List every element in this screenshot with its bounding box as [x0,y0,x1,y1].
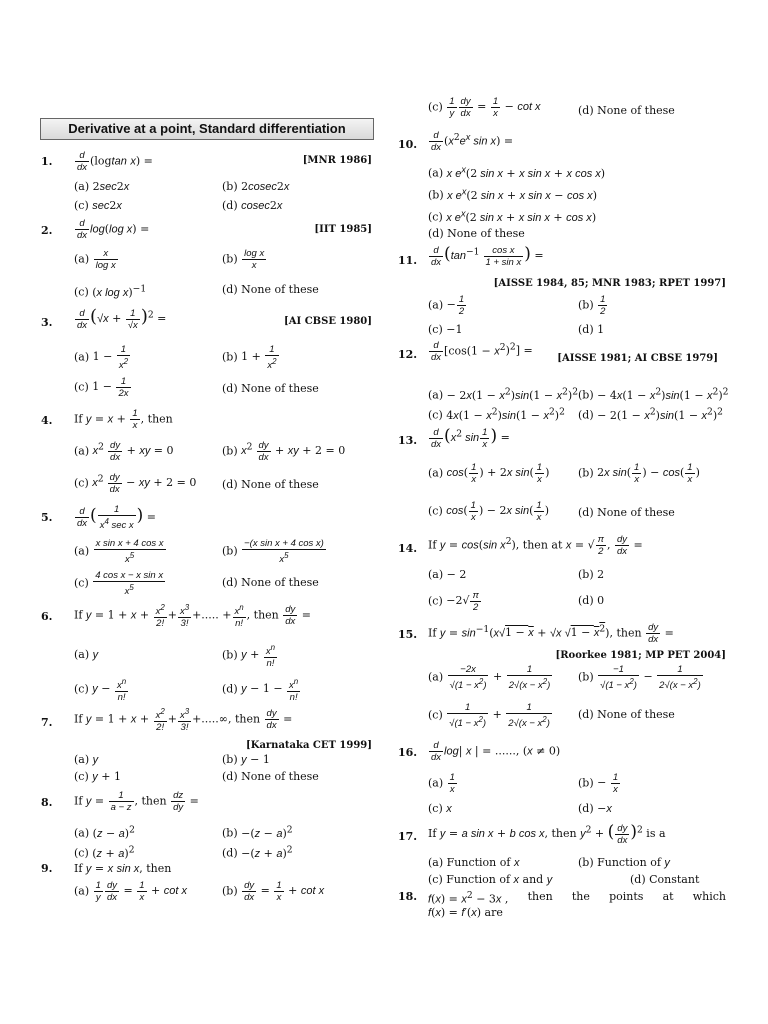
option-a: (a) y [74,648,99,661]
question-number: 5. [41,511,53,524]
option-b: (b) $\frac{-1}{√(1 - x^2)}$ − $\frac{1}{2√(x - x^2)}$ [578,664,701,692]
option-a: (a) $\frac{1}{x}$ [428,772,455,795]
section-title: Derivative at a point, Standard differentiation [40,118,374,140]
option-b: (b) $\frac{\text{log x}}{x}$ [222,248,265,271]
option-d: (d) cosec2x [222,199,283,212]
option-a: (a) $\frac{-2x}{√(1 - x^2)}$ + $\frac{1}{2√(x - x^2)}$ [428,664,551,692]
option-b: (b) $\frac{1}{2}$ [578,294,606,317]
option-b: (b) 1 + $\frac{1}{x^2}$ [222,344,277,372]
question-number: 1. [41,155,53,168]
option-c: (c) −1 [428,323,463,336]
question-stem-line-2: f(x) = f′(x) are [428,906,503,919]
option-a: (a) − $\frac{1}{2}$ [428,294,465,317]
option-a: (a) $x^2$ $\frac{dy}{dx}$ + xy = 0 [74,440,174,463]
question-source: [AISSE 1981; AI CBSE 1979] [557,353,718,364]
question-number: 3. [41,316,53,329]
question-source: [Roorkee 1981; MP PET 2004] [555,650,726,661]
question-number: 13. [398,434,418,447]
question-number: 2. [41,224,53,237]
option-c: (c) $4x(1 - x^2)\sin(1 - x^2)^2$ [428,406,565,422]
question-number: 12. [398,348,418,361]
option-d: (d) Constant [630,873,700,886]
option-d: (d) 1 [578,323,605,336]
question-stem: $\frac{d}{dx}$ (logtan x) = [77,150,153,173]
question-stem: $\frac{d}{dx}$ ( $\frac{1}{x^4 \sec x}$ ) = [77,504,157,532]
question-number: 9. [41,862,53,875]
option-c: (c) cos( $\frac{1}{x}$ ) − 2x sin( $\frac{1}{x}$ ) [428,500,549,523]
option-d: (d) None of these [428,227,525,240]
option-d: (d) y − 1 − $\frac{x^n}{n!}$ [222,677,299,704]
question-source: [AISSE 1984, 85; MNR 1983; RPET 1997] [493,278,726,289]
question-stem: If y = cos(sin $x^2$), then at x = √ $\frac{\pi}{2}$ , $\frac{dy}{dx}$ = [428,534,643,557]
option-a: (a) $\frac{\text{x sin x + 4 cos x}}{x^5}$ [74,538,164,566]
option-c: (c) $\frac{1}{y}$ $\frac{dy}{dx}$ = $\frac{1}{x}$ − cot x [428,96,541,119]
option-b: (b) 2 [578,568,605,581]
question-stem: If y = x sin x, then [74,862,172,875]
question-stem: $\frac{d}{dx}$ ($x^2$ sin $\frac{1}{x}$ ) = [431,426,510,450]
question-stem: If y = a sin x + b cos x, then $y^2$ + ( $\frac{dy}{dx}$ )$^2$ is a [428,822,666,846]
option-a: (a) $\frac{1}{y}$ $\frac{dy}{dx}$ = $\frac{1}{x}$ + cot x [74,880,187,903]
option-b: (b) $\frac{\text{−(x sin x + 4 cos x)}}{x^5}$ [222,538,324,566]
option-c: (c) $(z + a)^2$ [74,844,135,860]
question-stem: If y = 1 + x + $\frac{x^2}{2!}$ + $\frac{x^3}{3!}$ +..... + $\frac{x^n}{n!}$ , then $\frac{dy}{dx}$ = [74,603,312,630]
question-stem: $\frac{d}{dx}$ (√x + $\frac{1}{√x}$ )$^2$ = [77,306,167,331]
option-c: (c) $x^2$ $\frac{dy}{dx}$ − xy + 2 = 0 [74,472,197,495]
option-c: (c) sec2x [74,199,122,212]
option-b: (b) 2x sin( $\frac{1}{x}$ ) − cos( $\frac{1}{x}$ ) [578,462,700,485]
option-d: (d) None of these [222,576,319,589]
question-source: [AI CBSE 1980] [284,316,372,327]
option-c: (c) x [428,802,452,815]
question-stem: If y = $\frac{1}{a - z}$ , then $\frac{dz}{dy}$ = [74,790,199,813]
option-b: (b) y − 1 [222,753,270,766]
question-number: 16. [398,746,418,759]
option-c: (c) y + 1 [74,770,121,783]
option-d: (d) 0 [578,594,605,607]
option-c: (c) 1 − $\frac{1}{2x}$ [74,376,129,399]
question-number: 7. [41,716,53,729]
question-stem: If y = x + $\frac{1}{x}$ , then [74,408,173,431]
option-b: (b) x $e^x(2$ sin x + x sin x − cos x) [428,186,597,202]
question-source: [Karnataka CET 1999] [246,740,372,751]
question-number: 15. [398,628,418,641]
option-b: $(b) -(z - a)^2$ [222,824,293,840]
option-c: (c) Function of x and y [428,873,553,886]
option-d: (d) None of these [222,770,319,783]
question-number: 4. [41,414,53,427]
question-number: 6. [41,610,53,623]
question-source: [IIT 1985] [314,224,372,235]
option-d: (d) None of these [578,506,675,519]
option-d: $(d) -(z + a)^2$ [222,844,293,860]
question-stem: $\frac{d}{dx}$ log| x | = ......, (x ≠ 0) [431,740,561,763]
option-d: (d) None of these [222,382,319,395]
question-number: 18. [398,890,418,903]
option-a: (a) − 2 [428,568,467,581]
option-a: (a) x $e^x(2$ sin x + x sin x + x cos x) [428,164,606,180]
question-stem: $\frac{d}{dx}$ log(log x) = [77,218,150,241]
question-stem: $\frac{d}{dx}$ ($x^2e^x$ sin x) = [431,130,514,153]
option-c: (c) y − $\frac{x^n}{n!}$ [74,677,127,704]
option-d: $(d) - 2(1 - x^2)\sin(1 - x^2)^2$ [578,406,723,422]
option-c: (c) (x log x)$^{-1}$ [74,283,147,299]
option-c: (c) x $e^x(2$ sin x + x sin x + cos x) [428,208,597,224]
option-d: (d) −x [578,802,612,815]
option-d: (d) None of these [222,478,319,491]
question-stem: $f(x) = x^2 - 3x$ , then the points at which [428,890,726,906]
option-d: (d) None of these [578,104,675,117]
option-b: (b) − $\frac{1}{x}$ [578,772,619,795]
question-stem: $\frac{d}{dx}$ ($\tan^{-1}$ $\frac{\text{cos x}}{\text{1 + sin x}}$ ) = [431,244,544,268]
question-stem: $\frac{d}{dx}$ $[\cos(1 - x^2)^2]$ = [431,340,533,363]
option-a: (a) Function of x [428,856,520,869]
option-c: (c) −2√ $\frac{\pi}{2}$ [428,590,479,613]
option-a: (a) 1 − $\frac{1}{x^2}$ [74,344,129,372]
option-a: $(a) - 2x(1 - x^2)\sin(1 - x^2)^2$ [428,386,579,402]
option-c: (c) $\frac{1}{√(1 - x^2)}$ + $\frac{1}{2√(x - x^2)}$ [428,702,550,730]
option-b: (b) Function of y [578,856,670,869]
question-stem: If $y = \sin^{-1}(x√1 - x + √x$ $√1 - x^2$), then $\frac{dy}{dx}$ = [428,622,674,645]
option-b: (b) $x^2$ $\frac{dy}{dx}$ + xy + 2 = 0 [222,440,346,463]
option-b: $(b) - 4x(1 - x^2)\sin(1 - x^2)^2$ [578,386,729,402]
option-b: (b) y + $\frac{x^n}{n!}$ [222,643,275,670]
option-d: (d) None of these [222,283,319,296]
option-a: (a) 2sec2x [74,180,130,193]
question-number: 11. [398,254,418,267]
option-a: (a) $(z - a)^2$ [74,824,135,840]
option-b: (b) $\frac{dy}{dx}$ = $\frac{1}{x}$ + cot x [222,880,325,903]
question-stem: If y = 1 + x + $\frac{x^2}{2!}$ + $\frac{x^3}{3!}$ +.....∞, then $\frac{dy}{dx}$ = [74,707,293,734]
question-number: 8. [41,796,53,809]
option-a: (a) $\frac{x}{\text{log x}}$ [74,248,116,271]
option-b: (b) 2cosec2x [222,180,290,193]
option-d: (d) None of these [578,708,675,721]
question-source: [MNR 1986] [302,155,372,166]
option-c: (c) $\frac{\text{4 cos x − x sin x}}{x^5}$ [74,570,164,598]
option-a: (a) y [74,753,99,766]
question-number: 14. [398,542,418,555]
option-a: (a) cos( $\frac{1}{x}$ ) + 2x sin( $\frac{1}{x}$ ) [428,462,550,485]
question-number: 17. [398,830,418,843]
question-number: 10. [398,138,418,151]
